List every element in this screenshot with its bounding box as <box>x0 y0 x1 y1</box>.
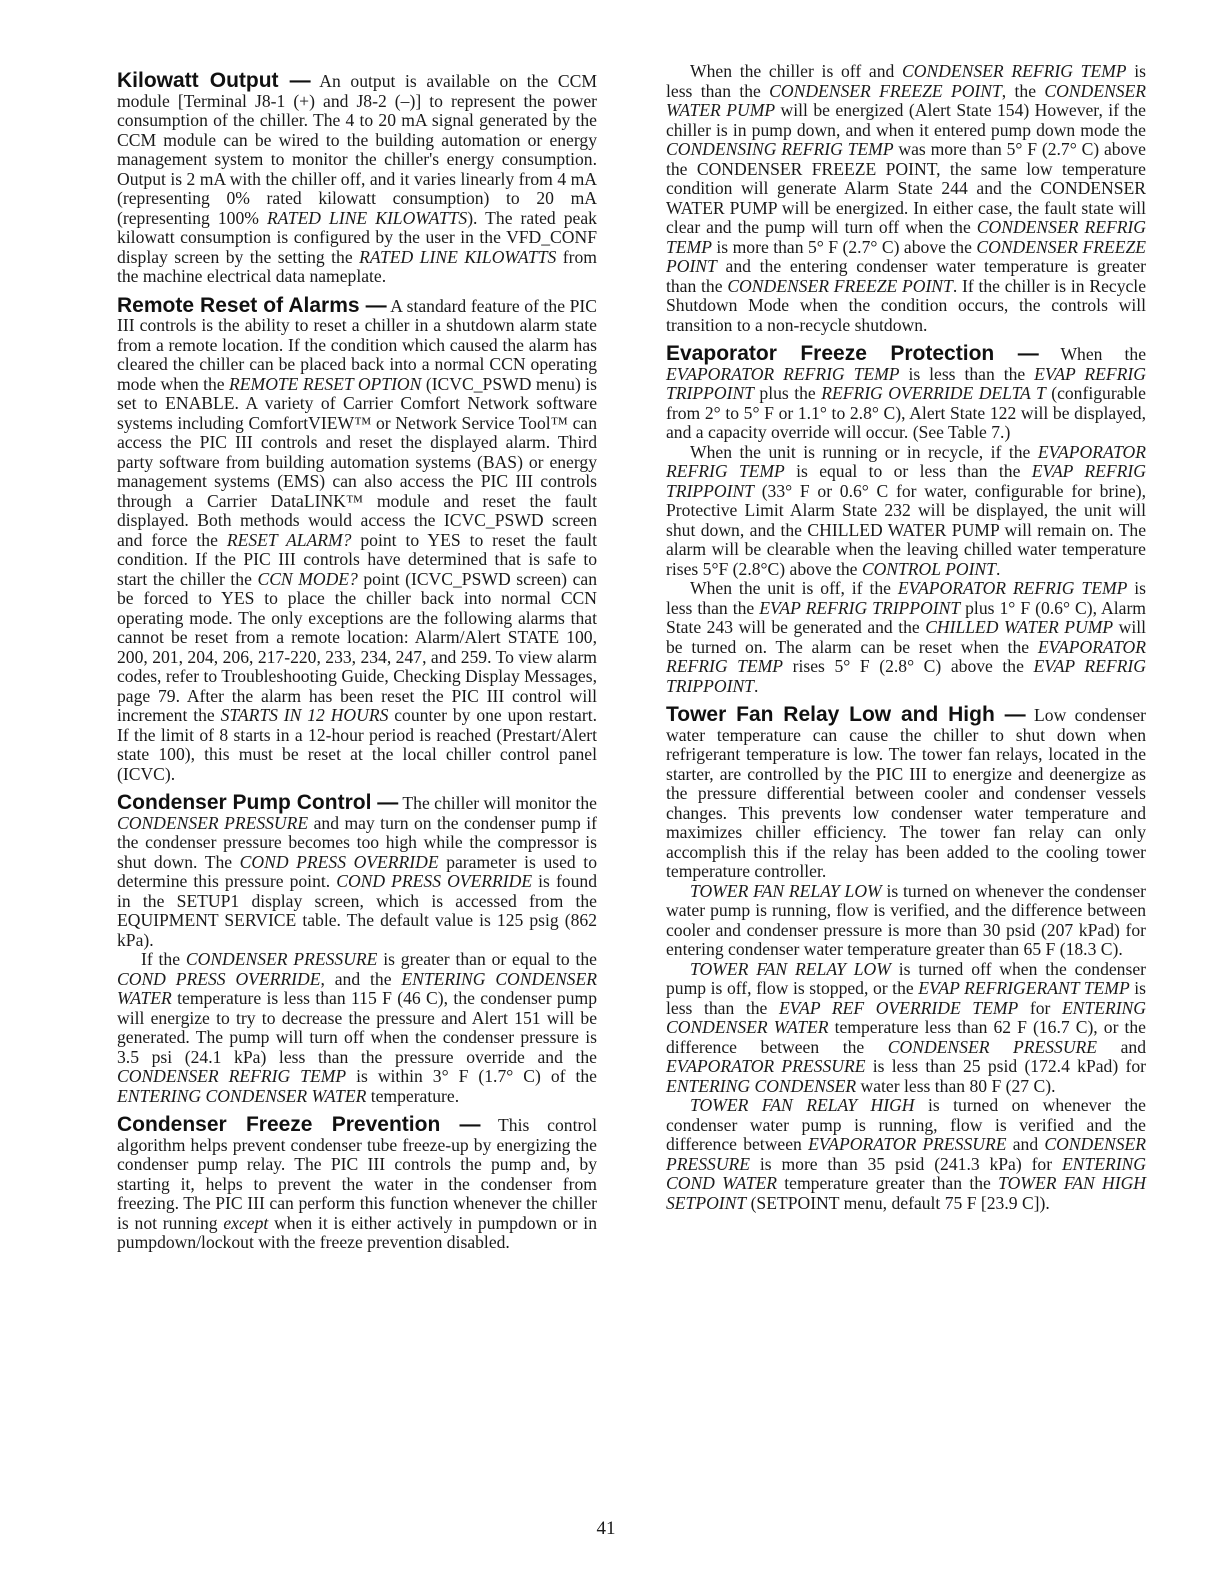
parameter-name: RESET ALARM? <box>226 529 352 550</box>
body-text: (ICVC_PSWD menu) is set to ENABLE. A variety of Carrier Comfort Network software systems including ComfortVIEW™ or Network Service Tool™ can access the PIC III controls and reset the displayed alarm. Third party software from building automation systems (BAS) or energy management systems (EMS) can also access the PIC III controls through a Carrier DataLINK™ module and reset the fault displayed. Both methods would access the ICVC_PSWD screen and force the <box>117 373 597 550</box>
body-text: is less than 25 psid (172.4 kPad) for <box>865 1056 1146 1076</box>
body-text: will be turned on. The alarm can be reset when the <box>666 617 1146 657</box>
section-heading: Evaporator Freeze Protection — <box>666 342 1039 365</box>
page-number: 41 <box>596 1518 616 1539</box>
body-text: and <box>1097 1036 1146 1057</box>
parameter-name: STARTS IN 12 HOURS <box>220 705 389 725</box>
body-text: and may turn on the condenser pump if the condenser pressure becomes too high while the compressor is shut down. The <box>117 812 597 872</box>
section-heading: Condenser Freeze Prevention — <box>117 1113 481 1136</box>
body-text: parameter is used to determine this pressure point. <box>117 851 597 891</box>
section-heading: Condenser Pump Control — <box>117 791 399 814</box>
parameter-name: EVAPORATOR PRESSURE <box>666 1056 866 1076</box>
right-column <box>666 62 1146 1213</box>
body-text: is less than the <box>666 578 1146 618</box>
parameter-name: EVAP REFRIG TRIPPOINT <box>666 656 1146 696</box>
paragraph <box>666 579 1146 696</box>
parameter-name: REFRIG OVERRIDE DELTA T <box>821 383 1046 403</box>
section-remote-reset-of-alarms <box>117 293 598 785</box>
body-text: is greater than or equal to the <box>377 949 597 969</box>
body-text: temperature greater than the <box>776 1173 999 1193</box>
parameter-name: CONDENSER PRESSURE <box>887 1036 1098 1057</box>
body-text: was more than 5° F (2.7° C) above the CONDENSER FREEZE POINT, the same low temperature condition will generate Alarm State 244 and the CONDENSER WATER PUMP will be energized. In either case, the fault state will clear and the pump will turn off when the <box>666 139 1146 237</box>
body-text: A standard feature of the PIC III controls is the ability to reset a chiller in a shutdown alarm state from a remote location. If the condition which caused the alarm has cleared the chiller can be placed back into a normal CCN operating mode when the <box>117 295 598 394</box>
body-text: and <box>1006 1134 1045 1154</box>
section-kilowatt-output <box>117 71 597 287</box>
paragraph <box>117 950 597 1106</box>
paragraph <box>666 960 1146 1097</box>
parameter-name: ENTERING CONDENSER <box>666 1075 857 1096</box>
body-text: . If the chiller is in Recycle Shutdown Mode when the condition occurs, the controls will transition to a non-recycle shutdown. <box>666 275 1147 335</box>
body-text: is found in the SETUP1 display screen, which is accessed from the EQUIPMENT SERVICE table. The default value is 125 psig (862 kPa). <box>117 871 597 950</box>
paragraph <box>666 1096 1146 1213</box>
parameter-name: CONTROL POINT <box>861 558 996 579</box>
parameter-name: TOWER FAN RELAY LOW <box>690 958 891 979</box>
parameter-name: except <box>223 1212 269 1233</box>
parameter-name: TOWER FAN RELAY LOW <box>690 880 882 901</box>
section-condenser-freeze-prevention <box>117 1115 597 1253</box>
body-text: is turned off when the condenser pump is off, flow is stopped, or the <box>666 958 1146 998</box>
body-text: When the unit is running or in recycle, if the <box>690 441 1038 462</box>
body-text: is equal to or less than the <box>784 461 1032 481</box>
parameter-name: EVAP REFRIG TRIPPOINT <box>759 597 961 618</box>
parameter-name: EVAPORATOR PRESSURE <box>808 1134 1007 1154</box>
section-tower-fan-relay-low-and-high <box>666 705 1146 882</box>
body-text: If the <box>141 949 186 969</box>
parameter-name: TOWER FAN RELAY HIGH <box>690 1095 915 1115</box>
paragraph <box>666 443 1146 580</box>
parameter-name: EVAPORATOR REFRIG TEMP <box>666 441 1146 481</box>
parameter-name: CHILLED WATER PUMP <box>925 617 1114 637</box>
body-text: is less than the <box>666 978 1146 1018</box>
parameter-name: RATED LINE KILOWATTS <box>266 207 468 228</box>
body-text: , the <box>1001 80 1045 101</box>
body-text: plus 1° F (0.6° C), Alarm State 243 will be generated and the <box>666 597 1146 637</box>
body-text: from the machine electrical data nameplate. <box>117 246 597 286</box>
parameter-name: CONDENSER PRESSURE <box>185 949 378 969</box>
body-text: is more than 35 psid (241.3 kPa) for <box>750 1153 1062 1174</box>
parameter-name: COND PRESS OVERRIDE <box>239 851 439 872</box>
body-text: will be energized (Alert State 154) However, if the chiller is in pump down, and when it entered pump down mode the <box>666 100 1146 140</box>
body-text: is within 3° F (1.7° C) of the <box>346 1066 597 1086</box>
body-text: temperature less than 62 F (16.7 C), or the difference between the <box>666 1017 1146 1057</box>
body-text: counter by one upon restart. If the limit of 8 starts in a 12-hour period is reached (Prestart/Alert state 100), this must be reset at the local chiller control panel (ICVC). <box>117 705 597 784</box>
left-column <box>117 62 597 1253</box>
parameter-name: ENTERING CONDENSER WATER <box>666 997 1146 1037</box>
body-text: When the unit is off, if the <box>690 578 898 598</box>
body-text: point to YES to reset the fault condition. If the PIC III controls have determined that is safe to start the chiller the <box>117 529 597 589</box>
parameter-name: EVAPORATOR REFRIG TEMP <box>897 578 1128 598</box>
parameter-name: EVAP REFRIG TRIPPOINT <box>666 461 1146 501</box>
paragraph <box>666 882 1146 960</box>
parameter-name: CONDENSER WATER PUMP <box>666 80 1146 120</box>
body-text: . <box>753 675 759 696</box>
parameter-name: CONDENSER REFRIG TEMP <box>666 217 1146 257</box>
parameter-name: EVAPORATOR REFRIG TEMP <box>666 363 900 384</box>
body-text: (33° F or 0.6° C for water, configurable for brine), Protective Limit Alarm State 232 will be displayed, the unit will shut down, and the CHILLED WATER PUMP will remain on. The alarm will be clearable when the leaving chilled water temperature rises 5°F (2.8°C) above the <box>666 480 1146 579</box>
body-text: temperature is less than 115 F (46 C), the condenser pump will energize to try to decrease the pressure and Alert 151 will be generated. The pump will turn off when the condenser pressure is 3.5 psi (24.1 kPa) less than the pressure override and the <box>117 988 597 1067</box>
parameter-name: ENTERING CONDENSER WATER <box>117 968 597 1008</box>
body-text: is turned on whenever the condenser water pump is running, flow is verified and the difference between <box>666 1095 1146 1154</box>
section-heading: Tower Fan Relay Low and High — <box>666 703 1026 726</box>
parameter-name: EVAPORATOR REFRIG TEMP <box>666 636 1146 676</box>
parameter-name: CONDENSER FREEZE POINT <box>727 275 953 296</box>
body-text: point (ICVC_PSWD screen) can be forced to YES to place the chiller back into normal CCN operating mode. The only exceptions are the following alarms that cannot be reset from a remote location: Alarm/Alert STATE 100, 200, 201, 204, 206, 217-220, 233, 234, 247, and 259. To view alarm codes, refer to Troubleshooting Guide, Checking Display Messages, page 79. After the alarm has been reset the PIC III control will increment the <box>117 568 597 725</box>
body-text: ). The rated peak kilowatt consumption is configured by the user in the VFD_CONF display screen by the setting the <box>117 207 597 267</box>
body-text: This control algorithm helps prevent condenser tube freeze-up by energizing the condenser pump relay. The PIC III controls the pump and, by starting it, helps to prevent the water in the condenser from freezing. The PIC III can perform this function whenever the chiller is not running <box>117 1115 597 1233</box>
body-text: is more than 5° F (2.7° C) above the <box>711 236 977 257</box>
section-heading: Kilowatt Output — <box>117 69 311 92</box>
parameter-name: COND PRESS OVERRIDE <box>117 968 321 989</box>
parameter-name: COND PRESS OVERRIDE <box>336 871 533 891</box>
parameter-name: CONDENSER FREEZE POINT <box>666 236 1146 276</box>
body-text: is less than the <box>899 363 1035 384</box>
body-text: water less than 80 F (27 C). <box>856 1075 1056 1096</box>
body-text: . <box>995 558 1001 579</box>
parameter-name: CONDENSER PRESSURE <box>666 1134 1147 1174</box>
parameter-name: ENTERING COND WATER <box>666 1153 1146 1193</box>
parameter-name: CONDENSER REFRIG TEMP <box>117 1066 347 1086</box>
body-text: , and the <box>320 968 402 989</box>
parameter-name: EVAP REF OVERRIDE TEMP <box>778 997 1019 1018</box>
body-text: When the chiller is off and <box>690 61 902 81</box>
section-heading: Remote Reset of Alarms — <box>117 293 387 317</box>
body-text: (SETPOINT menu, default 75 F [23.9 C]). <box>746 1192 1050 1213</box>
parameter-name: CCN MODE? <box>257 568 358 589</box>
body-text: temperature. <box>366 1085 460 1106</box>
body-text: is less than the <box>666 61 1147 101</box>
body-text: The chiller will monitor the <box>398 793 597 813</box>
body-text: Low condenser water temperature can cause the chiller to shut down when refrigerant temperature is low. The tower fan relays, located in the starter, are controlled by the PIC III to energize and deenergize as the pressure differential between cooler and condenser vessels changes. This prevents low condenser water temperature and maximizes chiller efficiency. The tower fan relay can only accomplish this if the relay has been added to the cooling tower temperature controller. <box>666 705 1146 881</box>
body-text: When the <box>1038 344 1147 364</box>
body-text: An output is available on the CCM module [Terminal J8-1 (+) and J8-2 (–)] to represent the power consumption of the chiller. The 4 to 20 mA signal generated by the CCM module can be wired to the building automation or energy management system to monitor the chiller's energy consumption. Output is 2 mA with the chiller off, and it varies linearly from 4 mA (representing 0% rated kilowatt consumption) to 20 mA (representing 100% <box>117 71 598 228</box>
parameter-name: CONDENSER REFRIG TEMP <box>902 61 1127 81</box>
body-text: when it is either actively in pumpdown or in pumpdown/lockout with the freeze prevention disabled. <box>117 1212 597 1252</box>
parameter-name: EVAP REFRIGERANT TEMP <box>918 978 1130 998</box>
parameter-name: CONDENSER PRESSURE <box>117 812 309 833</box>
body-text: and the entering condenser water temperature is greater than the <box>666 256 1146 296</box>
parameter-name: CONDENSER FREEZE POINT <box>769 80 1002 101</box>
paragraph <box>666 62 1146 335</box>
parameter-name: REMOTE RESET OPTION <box>229 373 422 394</box>
section-evaporator-freeze-protection <box>666 344 1146 443</box>
parameter-name: TOWER FAN HIGH SETPOINT <box>666 1173 1146 1213</box>
body-text: plus the <box>753 383 822 403</box>
body-text: rises 5° F (2.8° C) above the <box>783 656 1034 676</box>
section-condenser-pump-control <box>117 793 597 950</box>
parameter-name: EVAP REFRIG TRIPPOINT <box>666 363 1146 403</box>
body-text: is turned on whenever the condenser water pump is running, flow is verified, and the difference between cooler and condenser pressure is more than 30 psid (207 kPad) for entering condenser water temperature greater than 65 F (18.3 C). <box>666 880 1146 959</box>
body-text: (configurable from 2° to 5° F or 1.1° to 2.8° C), Alert State 122 will be displayed, and a capacity override will occur. (See Table 7.) <box>666 383 1146 442</box>
parameter-name: CONDENSING REFRIG TEMP <box>666 139 894 159</box>
parameter-name: RATED LINE KILOWATTS <box>359 246 557 267</box>
parameter-name: ENTERING CONDENSER WATER <box>117 1085 367 1106</box>
body-text: for <box>1018 997 1062 1018</box>
